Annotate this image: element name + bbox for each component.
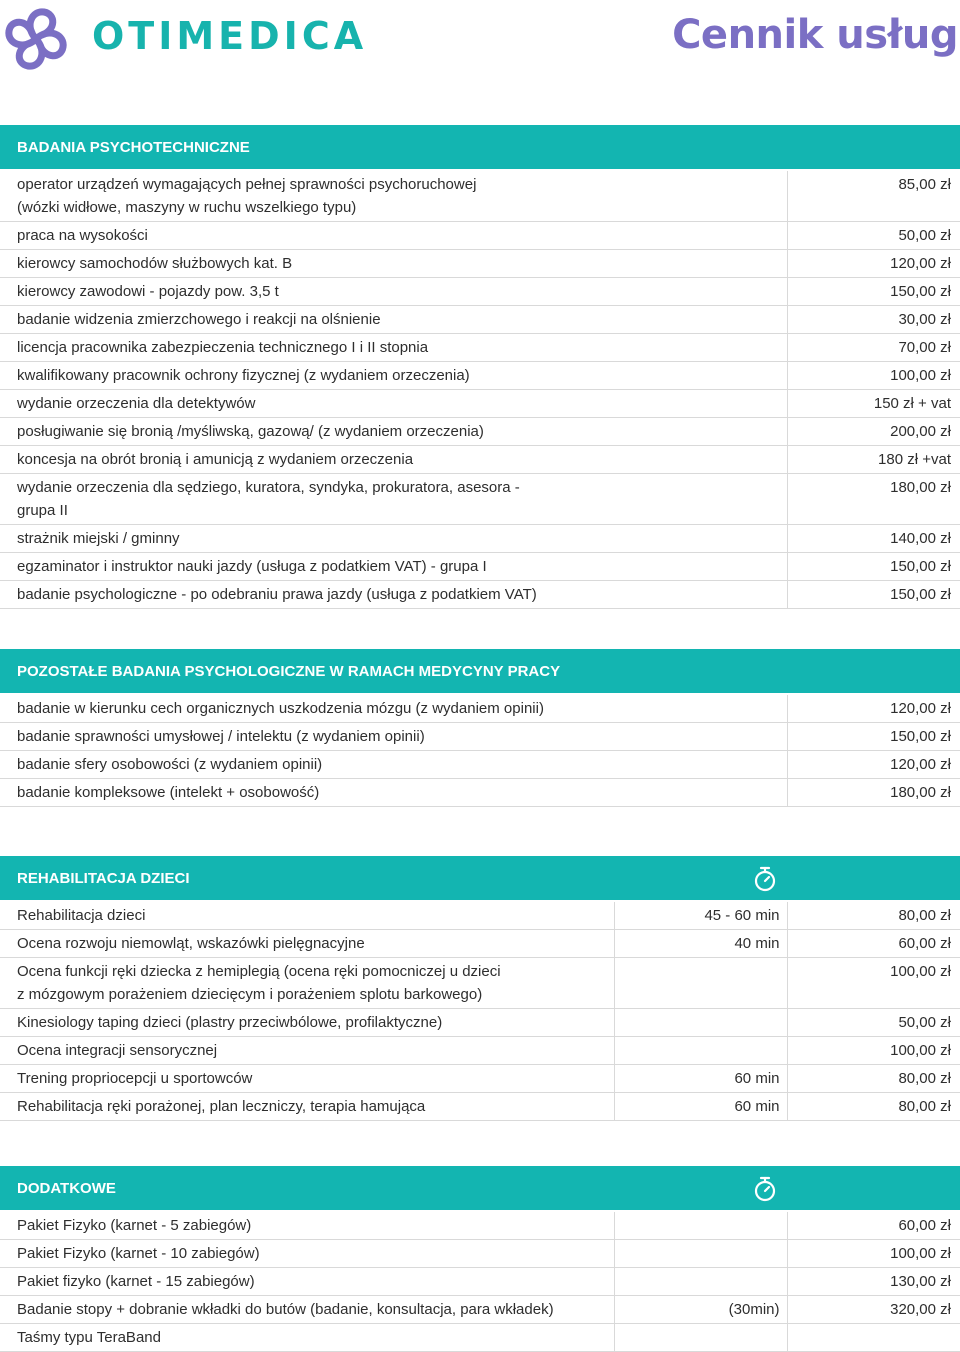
service-description: wydanie orzeczenia dla detektywów — [0, 390, 787, 418]
service-description: strażnik miejski / gminny — [0, 525, 787, 553]
service-description: badanie sprawności umysłowej / intelektu (z wydaniem opinii) — [0, 723, 787, 751]
service-description: Pakiet fizyko (karnet - 15 zabiegów) — [0, 1268, 614, 1296]
service-description: Pakiet Fizyko (karnet - 5 zabiegów) — [0, 1212, 614, 1240]
page-title: Cennik usług — [672, 12, 958, 58]
service-duration: 60 min — [614, 1065, 787, 1093]
section-badania-psychotechniczne — [0, 125, 960, 609]
price-table — [0, 902, 960, 1121]
service-price: 120,00 zł — [787, 250, 960, 278]
service-price: 140,00 zł — [787, 525, 960, 553]
price-table — [0, 171, 960, 609]
service-price: 100,00 zł — [787, 958, 960, 1009]
service-price: 180,00 zł — [787, 474, 960, 525]
service-description: egzaminator i instruktor nauki jazdy (usługa z podatkiem VAT) - grupa I — [0, 553, 787, 581]
service-description: badanie psychologiczne - po odebraniu prawa jazdy (usługa z podatkiem VAT) — [0, 581, 787, 609]
section-header — [0, 125, 960, 169]
section-title: BADANIA PSYCHOTECHNICZNE — [17, 138, 250, 156]
service-price: 150,00 zł — [787, 723, 960, 751]
service-price — [787, 1324, 960, 1352]
service-price: 30,00 zł — [787, 306, 960, 334]
service-price: 150,00 zł — [787, 581, 960, 609]
table-row — [0, 553, 960, 581]
service-description: kierowcy zawodowi - pojazdy pow. 3,5 t — [0, 278, 787, 306]
service-description: Ocena integracji sensorycznej — [0, 1037, 614, 1065]
service-description: Ocena rozwoju niemowląt, wskazówki pielęgnacyjne — [0, 930, 614, 958]
section-header — [0, 649, 960, 693]
table-row — [0, 751, 960, 779]
table-row — [0, 250, 960, 278]
otimedica-logo-icon — [2, 4, 70, 74]
service-description: wydanie orzeczenia dla sędziego, kuratora, syndyka, prokuratora, asesora - grupa II — [0, 474, 787, 525]
service-price: 60,00 zł — [787, 930, 960, 958]
section-rehabilitacja-dzieci — [0, 856, 960, 1121]
section-header — [0, 1166, 960, 1210]
service-duration — [614, 1268, 787, 1296]
service-price: 100,00 zł — [787, 1240, 960, 1268]
service-price: 120,00 zł — [787, 695, 960, 723]
service-description: badanie kompleksowe (intelekt + osobowość) — [0, 779, 787, 807]
service-duration — [614, 958, 787, 1009]
service-description: Ocena funkcji ręki dziecka z hemiplegią (ocena ręki pomocniczej u dzieci z mózgowym porażeniem dziecięcym i porażeniem splotu barkowego) — [0, 958, 614, 1009]
table-row — [0, 525, 960, 553]
service-description: Pakiet Fizyko (karnet - 10 zabiegów) — [0, 1240, 614, 1268]
service-description: Kinesiology taping dzieci (plastry przeciwbólowe, profilaktyczne) — [0, 1009, 614, 1037]
service-description: badanie widzenia zmierzchowego i reakcji na olśnienie — [0, 306, 787, 334]
service-description: badanie w kierunku cech organicznych uszkodzenia mózgu (z wydaniem opinii) — [0, 695, 787, 723]
service-description: posługiwanie się bronią /myśliwską, gazową/ (z wydaniem orzeczenia) — [0, 418, 787, 446]
service-price: 100,00 zł — [787, 362, 960, 390]
stopwatch-icon — [751, 1175, 779, 1203]
service-description: kwalifikowany pracownik ochrony fizycznej (z wydaniem orzeczenia) — [0, 362, 787, 390]
table-row — [0, 306, 960, 334]
section-title: DODATKOWE — [17, 1179, 116, 1197]
service-duration — [614, 1240, 787, 1268]
service-description: praca na wysokości — [0, 222, 787, 250]
table-row — [0, 958, 960, 1009]
table-row — [0, 1324, 960, 1352]
service-duration: 40 min — [614, 930, 787, 958]
table-row — [0, 390, 960, 418]
table-row — [0, 581, 960, 609]
service-duration — [614, 1212, 787, 1240]
table-row — [0, 1037, 960, 1065]
service-price: 80,00 zł — [787, 1093, 960, 1121]
table-row — [0, 474, 960, 525]
service-description: operator urządzeń wymagających pełnej sprawności psychoruchowej (wózki widłowe, maszyny w ruchu wszelkiego typu) — [0, 171, 787, 222]
service-duration: 60 min — [614, 1093, 787, 1121]
service-price: 150,00 zł — [787, 278, 960, 306]
service-duration: 45 - 60 min — [614, 902, 787, 930]
page-header — [0, 0, 960, 90]
table-row — [0, 446, 960, 474]
table-row — [0, 1296, 960, 1324]
service-description: koncesja na obrót bronią i amunicją z wydaniem orzeczenia — [0, 446, 787, 474]
brand-logo-text: OTIMEDICA — [92, 14, 368, 58]
table-row — [0, 1212, 960, 1240]
service-description: badanie sfery osobowości (z wydaniem opinii) — [0, 751, 787, 779]
price-table — [0, 695, 960, 807]
service-description: Rehabilitacja ręki porażonej, plan leczniczy, terapia hamująca — [0, 1093, 614, 1121]
service-price: 150,00 zł — [787, 553, 960, 581]
service-price: 100,00 zł — [787, 1037, 960, 1065]
service-price: 50,00 zł — [787, 222, 960, 250]
service-description: Trening propriocepcji u sportowców — [0, 1065, 614, 1093]
table-row — [0, 362, 960, 390]
section-header — [0, 856, 960, 900]
service-description: Rehabilitacja dzieci — [0, 902, 614, 930]
section-title: REHABILITACJA DZIECI — [17, 869, 190, 887]
table-row — [0, 222, 960, 250]
service-description: Badanie stopy + dobranie wkładki do butów (badanie, konsultacja, para wkładek) — [0, 1296, 614, 1324]
service-duration — [614, 1037, 787, 1065]
service-price: 180 zł +vat — [787, 446, 960, 474]
table-row — [0, 930, 960, 958]
table-row — [0, 723, 960, 751]
service-price: 200,00 zł — [787, 418, 960, 446]
table-row — [0, 1093, 960, 1121]
stopwatch-icon — [751, 865, 779, 893]
section-pozostale-badania — [0, 649, 960, 807]
table-row — [0, 695, 960, 723]
service-price: 320,00 zł — [787, 1296, 960, 1324]
table-row — [0, 1268, 960, 1296]
table-row — [0, 1065, 960, 1093]
table-row — [0, 1009, 960, 1037]
table-row — [0, 334, 960, 362]
price-table — [0, 1212, 960, 1352]
service-price: 130,00 zł — [787, 1268, 960, 1296]
table-row — [0, 1240, 960, 1268]
service-price: 80,00 zł — [787, 1065, 960, 1093]
service-description: licencja pracownika zabezpieczenia technicznego I i II stopnia — [0, 334, 787, 362]
table-row — [0, 171, 960, 222]
service-price: 50,00 zł — [787, 1009, 960, 1037]
table-row — [0, 779, 960, 807]
table-row — [0, 418, 960, 446]
service-price: 180,00 zł — [787, 779, 960, 807]
service-duration — [614, 1324, 787, 1352]
service-price: 85,00 zł — [787, 171, 960, 222]
service-description: kierowcy samochodów służbowych kat. B — [0, 250, 787, 278]
service-duration: (30min) — [614, 1296, 787, 1324]
service-price: 60,00 zł — [787, 1212, 960, 1240]
section-dodatkowe — [0, 1166, 960, 1352]
table-row — [0, 902, 960, 930]
table-row — [0, 278, 960, 306]
service-price: 70,00 zł — [787, 334, 960, 362]
section-title: POZOSTAŁE BADANIA PSYCHOLOGICZNE W RAMACH MEDYCYNY PRACY — [17, 662, 561, 680]
service-duration — [614, 1009, 787, 1037]
service-price: 80,00 zł — [787, 902, 960, 930]
service-description: Taśmy typu TeraBand — [0, 1324, 614, 1352]
service-price: 150 zł + vat — [787, 390, 960, 418]
service-price: 120,00 zł — [787, 751, 960, 779]
